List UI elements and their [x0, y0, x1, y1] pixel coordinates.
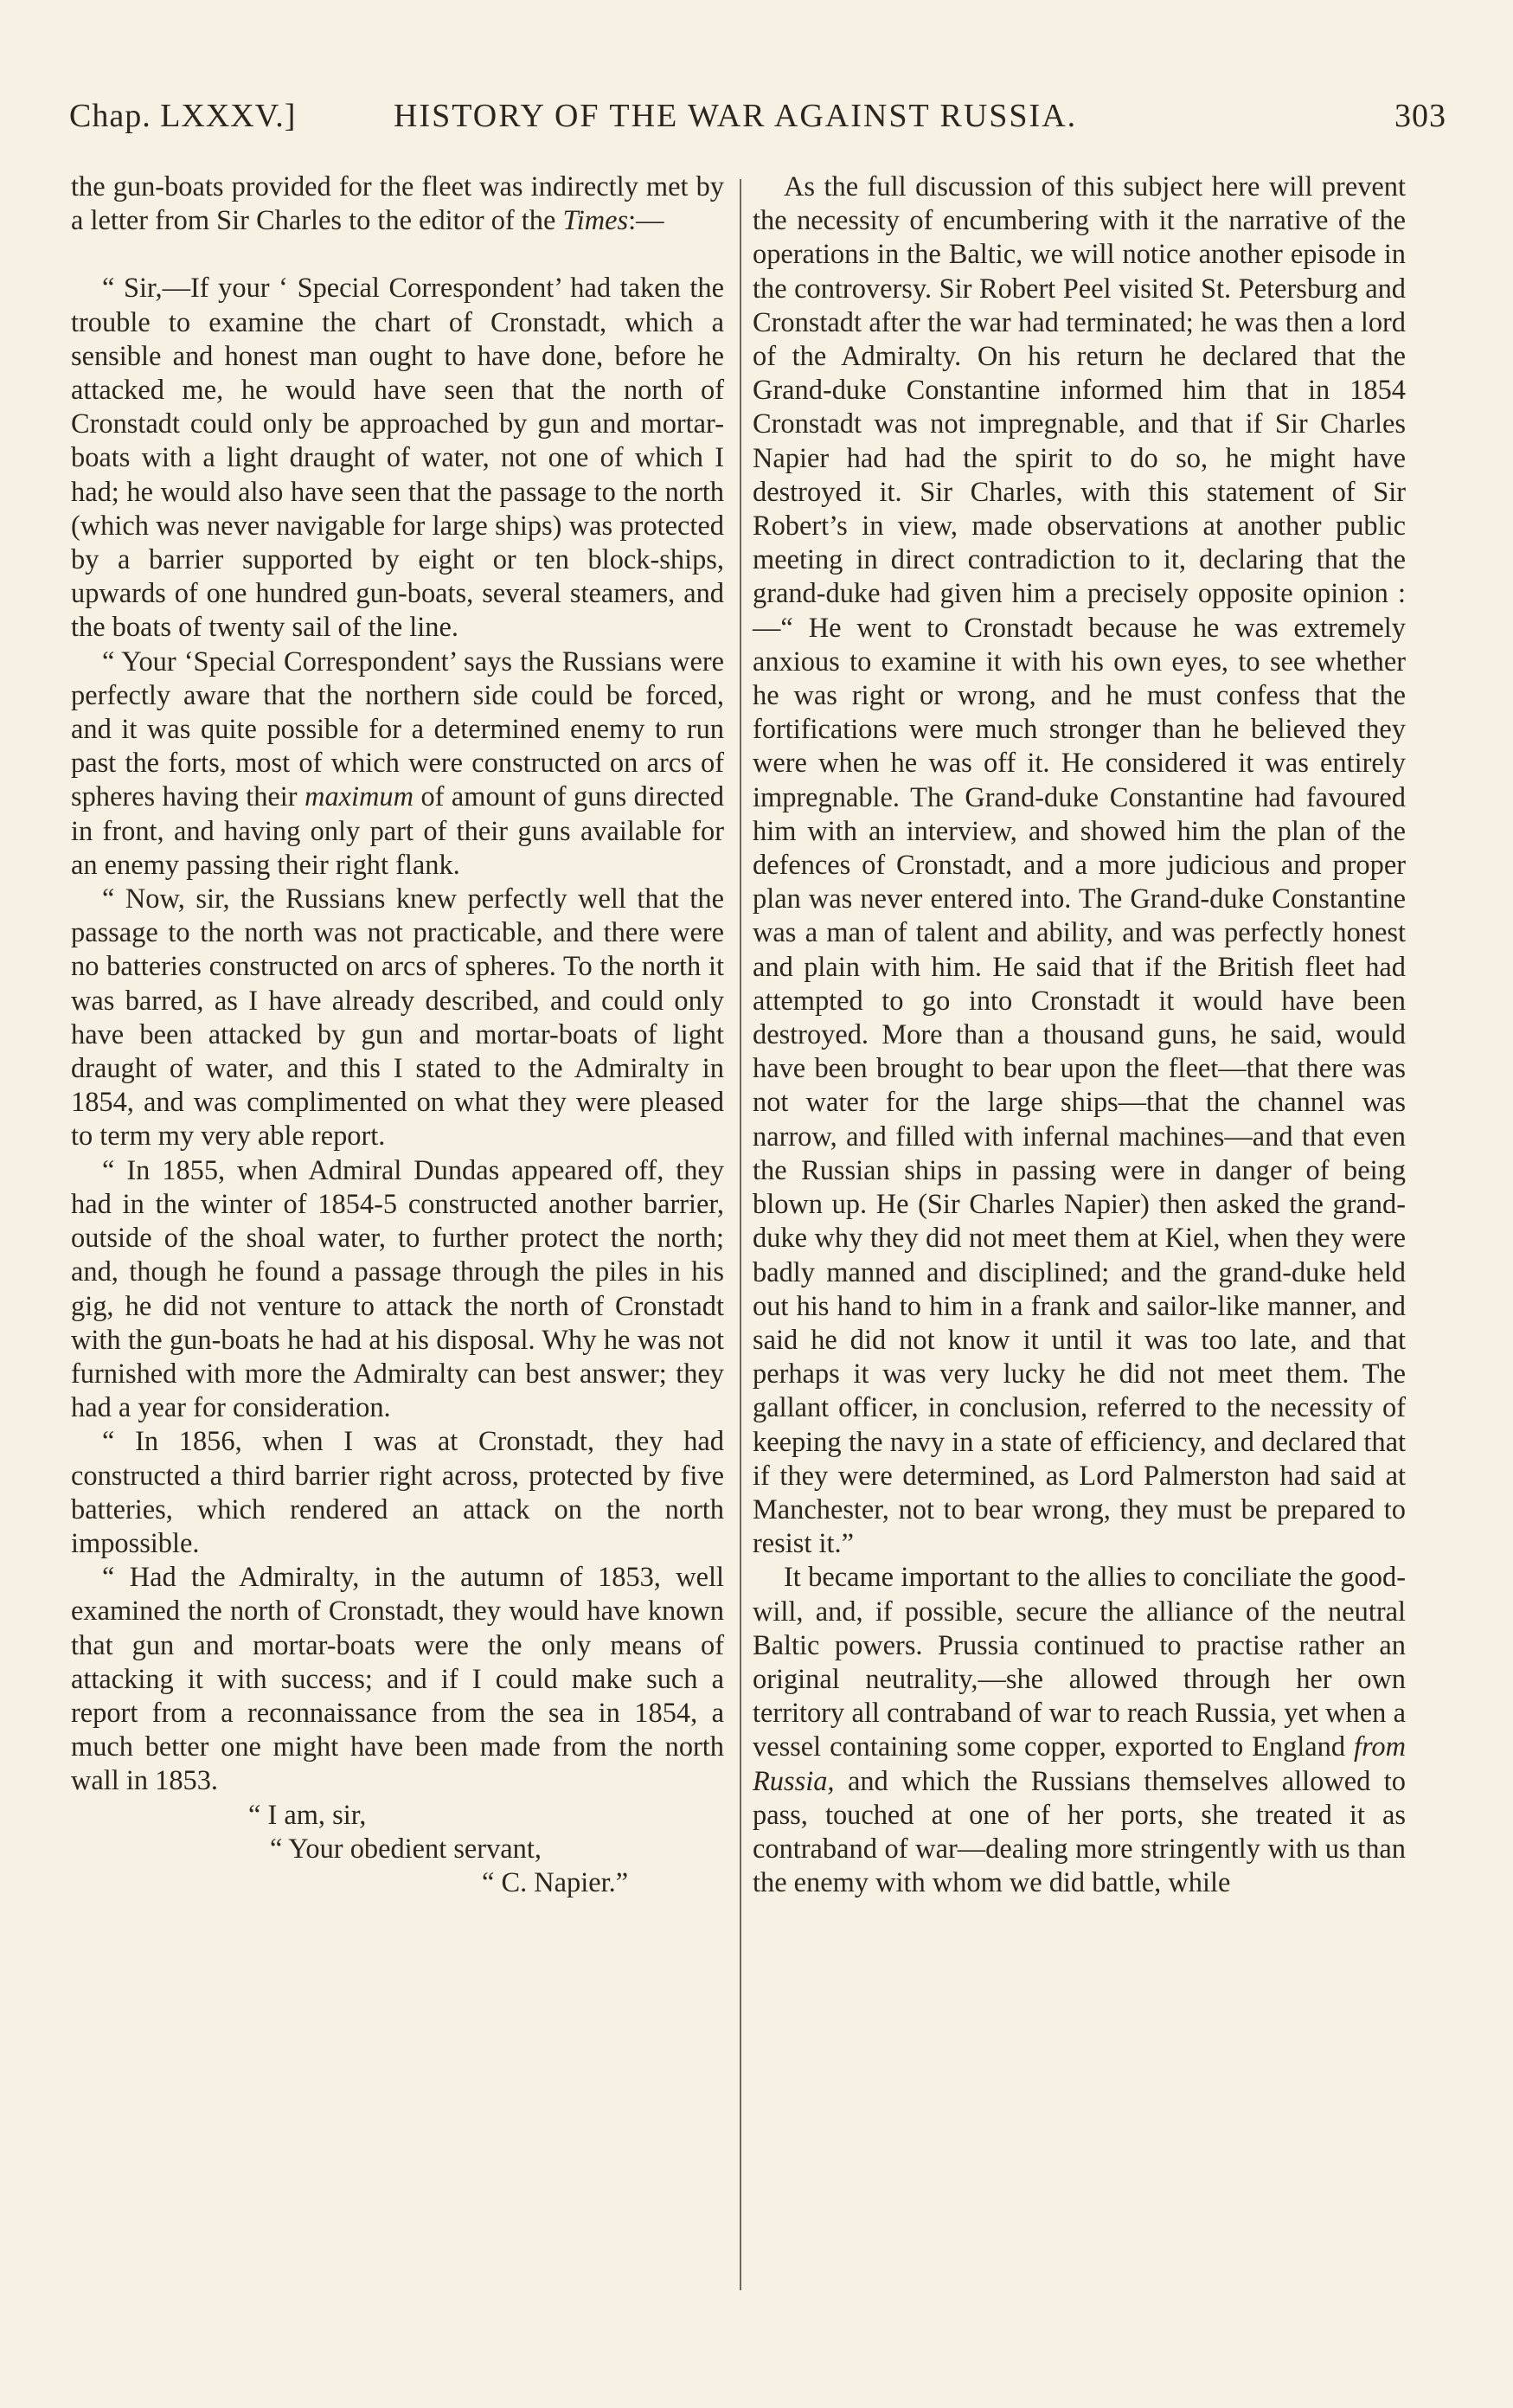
letter-paragraph: “ In 1856, when I was at Cronstadt, they had constructed a third barrier right across, protected by five batteries, which rendered an attack on the north impossible.: [71, 1426, 724, 1559]
letter-paragraph: “ In 1855, when Admiral Dundas appeared off, they had in the winter of 1854-5 constructed another barrier, outside of the shoal water, to further protect the north; and, though he found a passage through the piles in his gig, he did not venture to attack the north of Cronstadt with the gun-boats he had at his disposal. Why he was not furnished with more the Admiralty can best answer; they had a year for consideration.: [71, 1154, 724, 1424]
signature-line: “ Your obedient servant,: [270, 1833, 542, 1865]
letter-paragraph: “ Now, sir, the Russians knew perfectly well that the passage to the north was not practicable, and there were no batteries constructed on arcs of spheres. To the north it was barred, as I have already described, and could only have been attacked by gun and mortar-boats of light draught of water, and this I stated to the Admiralty in 1854, and was complimented on what they were pleased to term my very able report.: [71, 883, 724, 1153]
right-column: [753, 170, 1406, 1900]
paragraph: As the full discussion of this subject here will prevent the necessity of encumbering with it the narrative of the operations in the Baltic, we will notice another episode in the controversy. Sir Robert Peel visited St. Petersburg and Cronstadt after the war had terminated; he was then a lord of the Admiralty. On his return he declared that the Grand-duke Constantine informed him that in 1854 Cronstadt was not impregnable, and that if Sir Charles Napier had had the spirit to do so, he might have destroyed it. Sir Charles, with this statement of Sir Robert’s in view, made observations at another public meeting in direct contradiction to it, declaring that the grand-duke had given him a precisely opposite opinion :—“ He went to Cronstadt because he was extremely anxious to examine it with his own eyes, to see whether he was right or wrong, and he must confess that the fortifications were much stronger than he believed they were when he was off it. He considered it was entirely impregnable. The Grand-duke Constantine had favoured him with an interview, and showed him the plan of the defences of Cronstadt, and a more judicious and proper plan was never entered into. The Grand-duke Constantine was a man of talent and ability, and was perfectly honest and plain with him. He said that if the British fleet had attempted to go into Cronstadt it would have been destroyed. More than a thousand guns, he said, would have been brought to bear upon the fleet—that there was not water for the large ships—that the channel was narrow, and filled with infernal machines—and that even the Russian ships in passing were in danger of being blown up. He (Sir Charles Napier) then asked the grand-duke why they did not meet them at Kiel, when they were badly manned and disciplined; and the grand-duke held out his hand to him in a frank and sailor-like manner, and said he did not know it until it was too late, and that perhaps it was very lucky he did not meet them. The gallant officer, in conclusion, referred to the necessity of keeping the navy in a state of efficiency, and declared that if they were determined, as Lord Palmerston had said at Manchester, not to bear wrong, they must be prepared to resist it.”: [753, 171, 1406, 1560]
chapter-label: Chap. LXXXV.]: [69, 98, 297, 134]
letter-paragraph: “ Your ‘Special Correspondent’ says the Russians were perfectly aware that the northern side could be forced, and it was quite possible for a determined enemy to run past the forts, most of which were constructed on arcs of spheres having their maximum of amount of guns directed in front, and having only part of their guns available for an enemy passing their right flank.: [71, 645, 724, 881]
signature-name: “ C. Napier.”: [482, 1866, 629, 1898]
page-title: HISTORY OF THE WAR AGAINST RUSSIA.: [394, 98, 1078, 134]
page-number: 303: [1394, 98, 1446, 134]
column-divider: [740, 179, 741, 2290]
letter-paragraph: “ Had the Admiralty, in the autumn of 1853, well examined the north of Cronstadt, they would have known that gun and mortar-boats were the only means of attacking it with success; and if I could make such a report from a reconnaissance from the sea in 1854, a much better one might have been made from the north wall in 1853.: [71, 1562, 724, 1797]
paragraph: It became important to the allies to conciliate the good-will, and, if possible, secure the alliance of the neutral Baltic powers. Prussia continued to practise rather an original neutrality,—she allowed through her own territory all contraband of war to reach Russia, yet when a vessel containing some copper, exported to England from Russia, and which the Russians themselves allowed to pass, touched at one of her ports, she treated it as contraband of war—dealing more stringently with us than the enemy with whom we did battle, while: [753, 1562, 1406, 1899]
paragraph: the gun-boats provided for the fleet was indirectly met by a letter from Sir Charles to the editor of the Times:—: [71, 171, 724, 237]
left-column: [71, 170, 724, 1900]
signature-line: “ I am, sir,: [248, 1799, 367, 1831]
letter-paragraph: “ Sir,—If your ‘ Special Correspondent’ had taken the trouble to examine the chart of Cronstadt, which a sensible and honest man ought to have done, before he attacked me, he would have seen that the north of Cronstadt could only be approached by gun and mortar-boats with a light draught of water, not one of which I had; he would also have seen that the passage to the north (which was never navigable for large ships) was protected by a barrier supported by eight or ten block-ships, upwards of one hundred gun-boats, several steamers, and the boats of twenty sail of the line.: [71, 273, 724, 644]
running-header: [69, 97, 1446, 149]
